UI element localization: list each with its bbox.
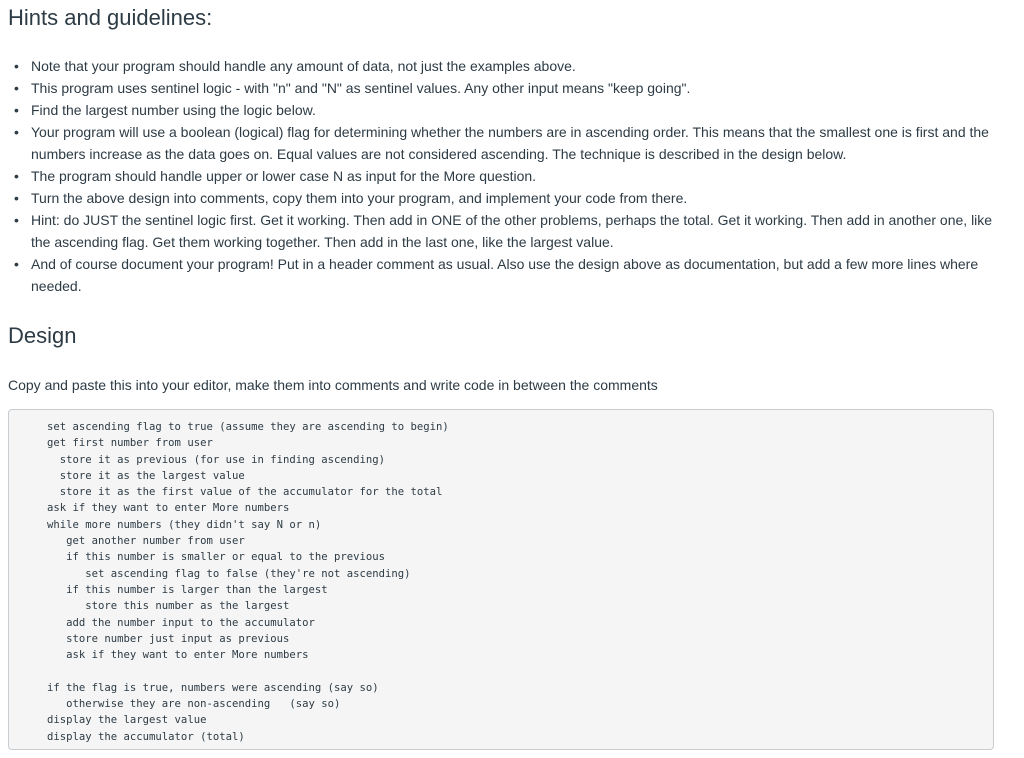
list-item [14, 55, 1008, 77]
bullet-icon: • [14, 58, 19, 74]
hint-text: Hint: do JUST the sentinel logic first. Get it working. Then add in ONE of the other problems, perhaps the total. Get it working. Then add in another one, like the ascending flag. Get them working together. Then add in the last one, like the largest value. [31, 212, 993, 250]
hint-text: The program should handle upper or lower case N as input for the More question. [31, 168, 537, 184]
list-item [14, 99, 1008, 121]
hint-text: Note that your program should handle any amount of data, not just the examples above. [31, 58, 576, 74]
bullet-icon: • [14, 124, 19, 140]
list-item [14, 187, 1008, 209]
list-item [14, 121, 1008, 165]
hint-text: This program uses sentinel logic - with "n" and "N" as sentinel values. Any other input means "keep going". [31, 80, 691, 96]
code-block-container[interactable] [8, 409, 994, 750]
bullet-icon: • [14, 102, 19, 118]
hint-text: Turn the above design into comments, copy them into your program, and implement your code from there. [31, 190, 688, 206]
hints-list [8, 55, 1008, 297]
design-pseudocode[interactable]: set ascending flag to true (assume they are ascending to begin) get first number from user store it as previous (for use in finding ascending) store it as the largest value store it as the first value of the accumulator for the total ask if they want to enter More numbers while more numbers (they didn't say N or n) get another number from user if this number is smaller or equal to the previous set ascending flag to false (they're not ascending) if this number is larger than the largest store this number as the largest add the number input to the accumulator store number just input as previous ask if they want to enter More numbers if the flag is true, numbers were ascending (say so) otherwise they are non-ascending (say so) display the largest value display the accumulator (total) [47, 421, 449, 743]
bullet-icon: • [14, 80, 19, 96]
list-item [14, 165, 1008, 187]
hint-text: And of course document your program! Put in a header comment as usual. Also use the design above as documentation, but add a few more lines where needed. [31, 256, 979, 294]
bullet-icon: • [14, 190, 19, 206]
bullet-icon: • [14, 256, 19, 272]
list-item [14, 77, 1008, 99]
design-intro-text: Copy and paste this into your editor, make them into comments and write code in between the comments [8, 377, 658, 393]
hint-text: Your program will use a boolean (logical) flag for determining whether the numbers are in ascending order. This means that the smallest one is first and the numbers increase as the data goes on. Equal values are not considered ascending. The technique is described in the design below. [31, 124, 989, 162]
design-heading: Design [8, 323, 77, 348]
hint-text: Find the largest number using the logic below. [31, 102, 316, 118]
hints-heading: Hints and guidelines: [8, 5, 213, 30]
list-item [14, 209, 1008, 253]
list-item [14, 253, 1008, 297]
bullet-icon: • [14, 168, 19, 184]
bullet-icon: • [14, 212, 19, 228]
